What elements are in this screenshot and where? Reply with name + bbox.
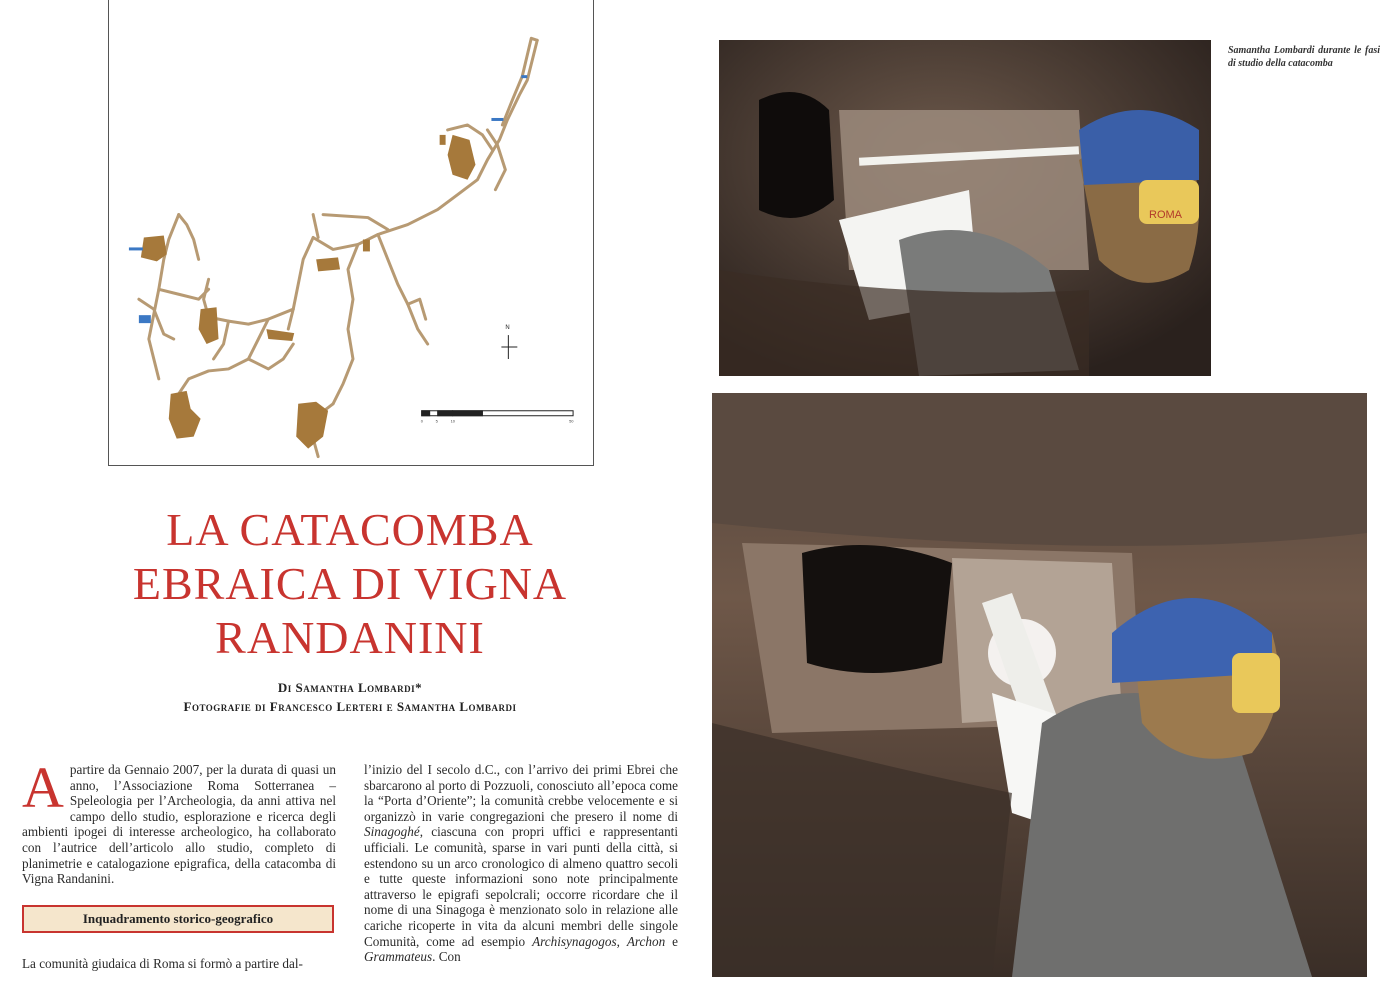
- photo-survey-measuring: [719, 40, 1211, 376]
- article-title-line-3: RANDANINI: [215, 612, 485, 663]
- section-heading: Inquadramento storico-geografico: [82, 911, 274, 926]
- col2-text-2: , ciascuna con propri uffici e rappresentanti ufficiali. Le comunità, sparse in vari punti della città, si estendono su un arco cronologico di almeno quattro secoli e tutte queste informazioni sono note principalmente attraverso le epigrafi sepolcrali; occorre ricordare che il nome di una Sinagoga è menzionato solo in relazione alle cariche ricoperte in vita da alcuni membri delle singole Comunità, come ad esempio: [364, 824, 678, 949]
- col2-text-4: e: [665, 933, 679, 949]
- catacomb-plan-map: [108, 0, 594, 466]
- term-archon: Archon: [626, 933, 666, 949]
- author-byline: Di Samantha Lombardi*: [277, 680, 423, 695]
- col2-text-1: l’inizio del I secolo d.C., con l’arrivo dei primi Ebrei che sbarcarono al porto di Pozzuoli, conosciuto all’epoca come la “Porta d’Oriente”; la comunità crebbe velocemente e si organizzò in varie congregazioni che presero il nome di: [364, 762, 678, 824]
- col2-text-3: ,: [616, 933, 627, 949]
- section-heading-box: [22, 905, 334, 933]
- body-paragraph-start: La comunità giudaica di Roma si formò a partire dal-: [22, 956, 303, 971]
- article-title-line-2: EBRAICA DI VIGNA: [132, 558, 568, 609]
- photo-caption: Samantha Lombardi durante le fasi di studio della catacomba: [1228, 45, 1380, 69]
- scale-label-0: 0: [420, 418, 423, 424]
- term-archisynagogos: Archisynagogos: [532, 933, 617, 949]
- north-label: N: [505, 325, 510, 332]
- article-column-2: [364, 762, 678, 965]
- scale-label-5: 5: [435, 418, 438, 424]
- helmet-label: ROMA: [1149, 209, 1182, 221]
- drop-cap: A: [22, 755, 64, 820]
- photo-survey-writing: [712, 393, 1367, 977]
- scale-label-50: 50: [569, 418, 574, 424]
- col2-text-5: . Con: [432, 949, 461, 965]
- article-column-1: [22, 755, 336, 887]
- photo-credits: Fotografie di Francesco Lerteri e Samantha Lombardi: [183, 699, 517, 714]
- term-sinagoghe: Sinagoghé: [364, 824, 420, 840]
- scale-label-10: 10: [450, 418, 456, 424]
- article-title-line-1: LA CATACOMBA: [166, 504, 534, 555]
- term-grammateus: Grammateus: [364, 949, 433, 965]
- plan-drawing: [109, 0, 593, 465]
- intro-paragraph: partire da Gennaio 2007, per la durata di quasi un anno, l’Associazione Roma Sotterranea – Speleologia per l’Archeologia, da anni attiva nel campo dello studio, esplorazione e ricerca degli ambienti ipogei di interesse archeologico, ha collaborato con l’autrice dell’articolo allo studio, completo di planimetrie e catalogazione epigrafica, della catacomba di Vigna Randanini.: [22, 762, 336, 887]
